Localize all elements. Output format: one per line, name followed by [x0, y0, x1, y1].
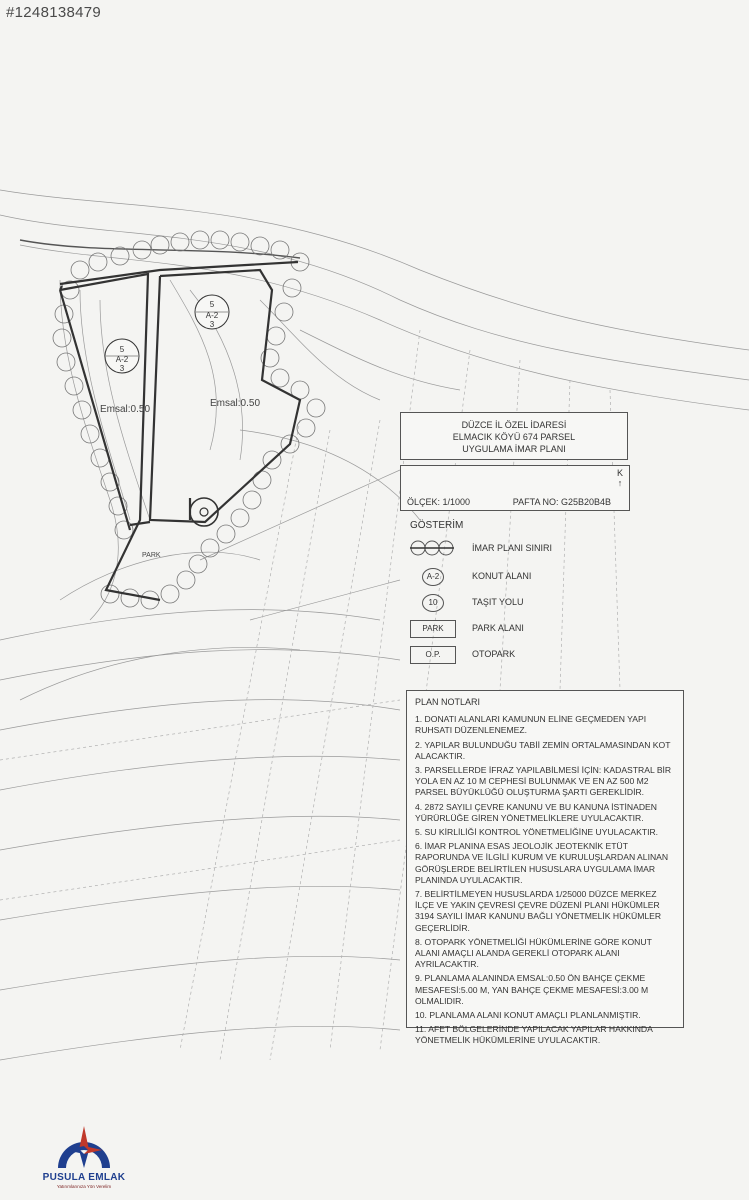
- legend-item-residential: [410, 568, 650, 586]
- legend-item-park: [410, 620, 650, 638]
- note-item: 5. SU KİRLİLİĞİ KONTROL YÖNETMELİĞİNE UYULACAKTIR.: [415, 827, 659, 838]
- title-line-3: UYGULAMA İMAR PLANI: [462, 444, 566, 454]
- note-item: 2. YAPILAR BULUNDUĞU TABİİ ZEMİN ORTALAMASINDAN KOT ALACAKTIR.: [415, 739, 671, 761]
- note-item: 10. PLANLAMA ALANI KONUT AMAÇLI PLANLANMIŞTIR.: [415, 1010, 641, 1021]
- legend-label: TAŞIT YOLU: [472, 597, 524, 607]
- legend-label: PARK ALANI: [472, 623, 524, 633]
- emsal-right-label: Emsal:0.50: [210, 398, 261, 409]
- note-item: 1. DONATI ALANLARI KAMUNUN ELİNE GEÇMEDEN YAPI RUHSATI DÜZENLENEMEZ.: [415, 714, 647, 736]
- listing-id: #1248138479: [6, 4, 102, 21]
- legend-title: GÖSTERİM: [410, 520, 464, 531]
- legend-label: İMAR PLANI SINIRI: [472, 543, 553, 553]
- legend-symbol: 10: [422, 594, 444, 612]
- zone-marker-2-label: A-2: [205, 311, 219, 320]
- scale-block: [400, 465, 630, 511]
- legend-item-parking: [410, 646, 650, 664]
- zone-marker-1-bottom: 3: [119, 364, 125, 373]
- scale-text: ÖLÇEK: 1/1000: [407, 497, 471, 507]
- plan-notes: [406, 690, 684, 1046]
- legend-item-road: [410, 594, 650, 612]
- road-line: [20, 240, 300, 258]
- emsal-left-label: Emsal:0.50: [100, 404, 151, 415]
- north-arrow-icon: K ↑: [616, 468, 623, 488]
- legend-symbol: O.P.: [410, 646, 456, 664]
- legend-item-boundary: [410, 540, 650, 558]
- title-block: [400, 412, 628, 460]
- legend-symbol: A-2: [422, 568, 444, 586]
- title-line-2: ELMACIK KÖYÜ 674 PARSEL: [452, 432, 576, 442]
- north-label: K: [616, 468, 623, 478]
- zone-boundaries: [60, 262, 300, 600]
- zone-marker-1-top: 5: [119, 345, 125, 354]
- note-item: 7. BELİRTİLMEYEN HUSUSLARDA 1/25000 DÜZCE MERKEZ İLÇE VE YAKIN ÇEVRESİ ÇEVRE DÜZENİ PLANI HÜKÜMLER 3194 SAYILI İMAR KANUNU BAĞLI YÖNETMELİK HÜKÜMLER GEÇERLİDİR.: [415, 889, 662, 933]
- cul-de-sac-center: [200, 508, 208, 516]
- note-item: 9. PLANLAMA ALANINDA EMSAL:0.50 ÖN BAHÇE ÇEKME MESAFESİ:5.00 M, YAN BAHÇE ÇEKME MESAFESİ:3.00 M OLMALIDIR.: [415, 973, 649, 1006]
- notes-title: PLAN NOTLARI: [415, 697, 481, 707]
- note-item: 11. AFET BÖLGELERİNDE YAPILACAK YAPILAR HAKKINDA YÖNETMELİK HÜKÜMLERİNE UYULACAKTIR.: [415, 1024, 653, 1046]
- legend-label: KONUT ALANI: [472, 571, 532, 581]
- logo-brand: PUSULA EMLAK: [42, 1172, 126, 1183]
- note-item: 3. PARSELLERDE İFRAZ YAPILABİLMESİ İÇİN: KADASTRAL BİR YOLA EN AZ 10 M CEPHESİ BULUNMAK VE EN AZ 500 M2 PARSEL BÜYÜKLÜĞÜ OLUŞTURMA ŞARTI GEREKLİDİR.: [415, 765, 672, 798]
- plan-boundary-circles: [53, 231, 325, 609]
- zone-marker-2-top: 5: [209, 300, 215, 309]
- note-item: 4. 2872 SAYILI ÇEVRE KANUNU VE BU KANUNA İSTİNADEN YÜRÜRLÜĞE GİREN YÖNETMELİKLERE UYULACAKTIR.: [415, 801, 657, 823]
- legend-symbol: PARK: [410, 620, 456, 638]
- zone-marker-1-label: A-2: [115, 355, 129, 364]
- note-item: 8. OTOPARK YÖNETMELİĞİ HÜKÜMLERİNE GÖRE KONUT ALANI AMAÇLI ALANDA GEREKLİ OTOPARK ALANI AYRILACAKTIR.: [415, 936, 652, 970]
- legend-label: OTOPARK: [472, 649, 516, 659]
- title-line-1: DÜZCE İL ÖZEL İDARESİ: [461, 420, 567, 430]
- pafta-text: PAFTA NO: G25B20B4B: [512, 497, 611, 507]
- logo-tagline: Yatırımlarınıza Yön Verelim: [56, 1184, 112, 1189]
- pusula-emlak-logo: [36, 1120, 132, 1190]
- boundary-symbol-icon: [410, 540, 454, 556]
- park-label: PARK: [142, 552, 161, 559]
- compass-logo-icon: [36, 1120, 132, 1172]
- note-item: 6. İMAR PLANINA ESAS JEOLOJİK JEOTEKNİK ETÜT RAPORUNDA VE İLGİLİ KURUM VE KURULUŞLARDAN ALINAN GÖRÜŞLERDE BELİRTİLEN HUSUSLARA UYGULAMA İMAR PLANINDA UYULACAKTIR.: [415, 841, 669, 885]
- zone-marker-2-bottom: 3: [209, 320, 215, 329]
